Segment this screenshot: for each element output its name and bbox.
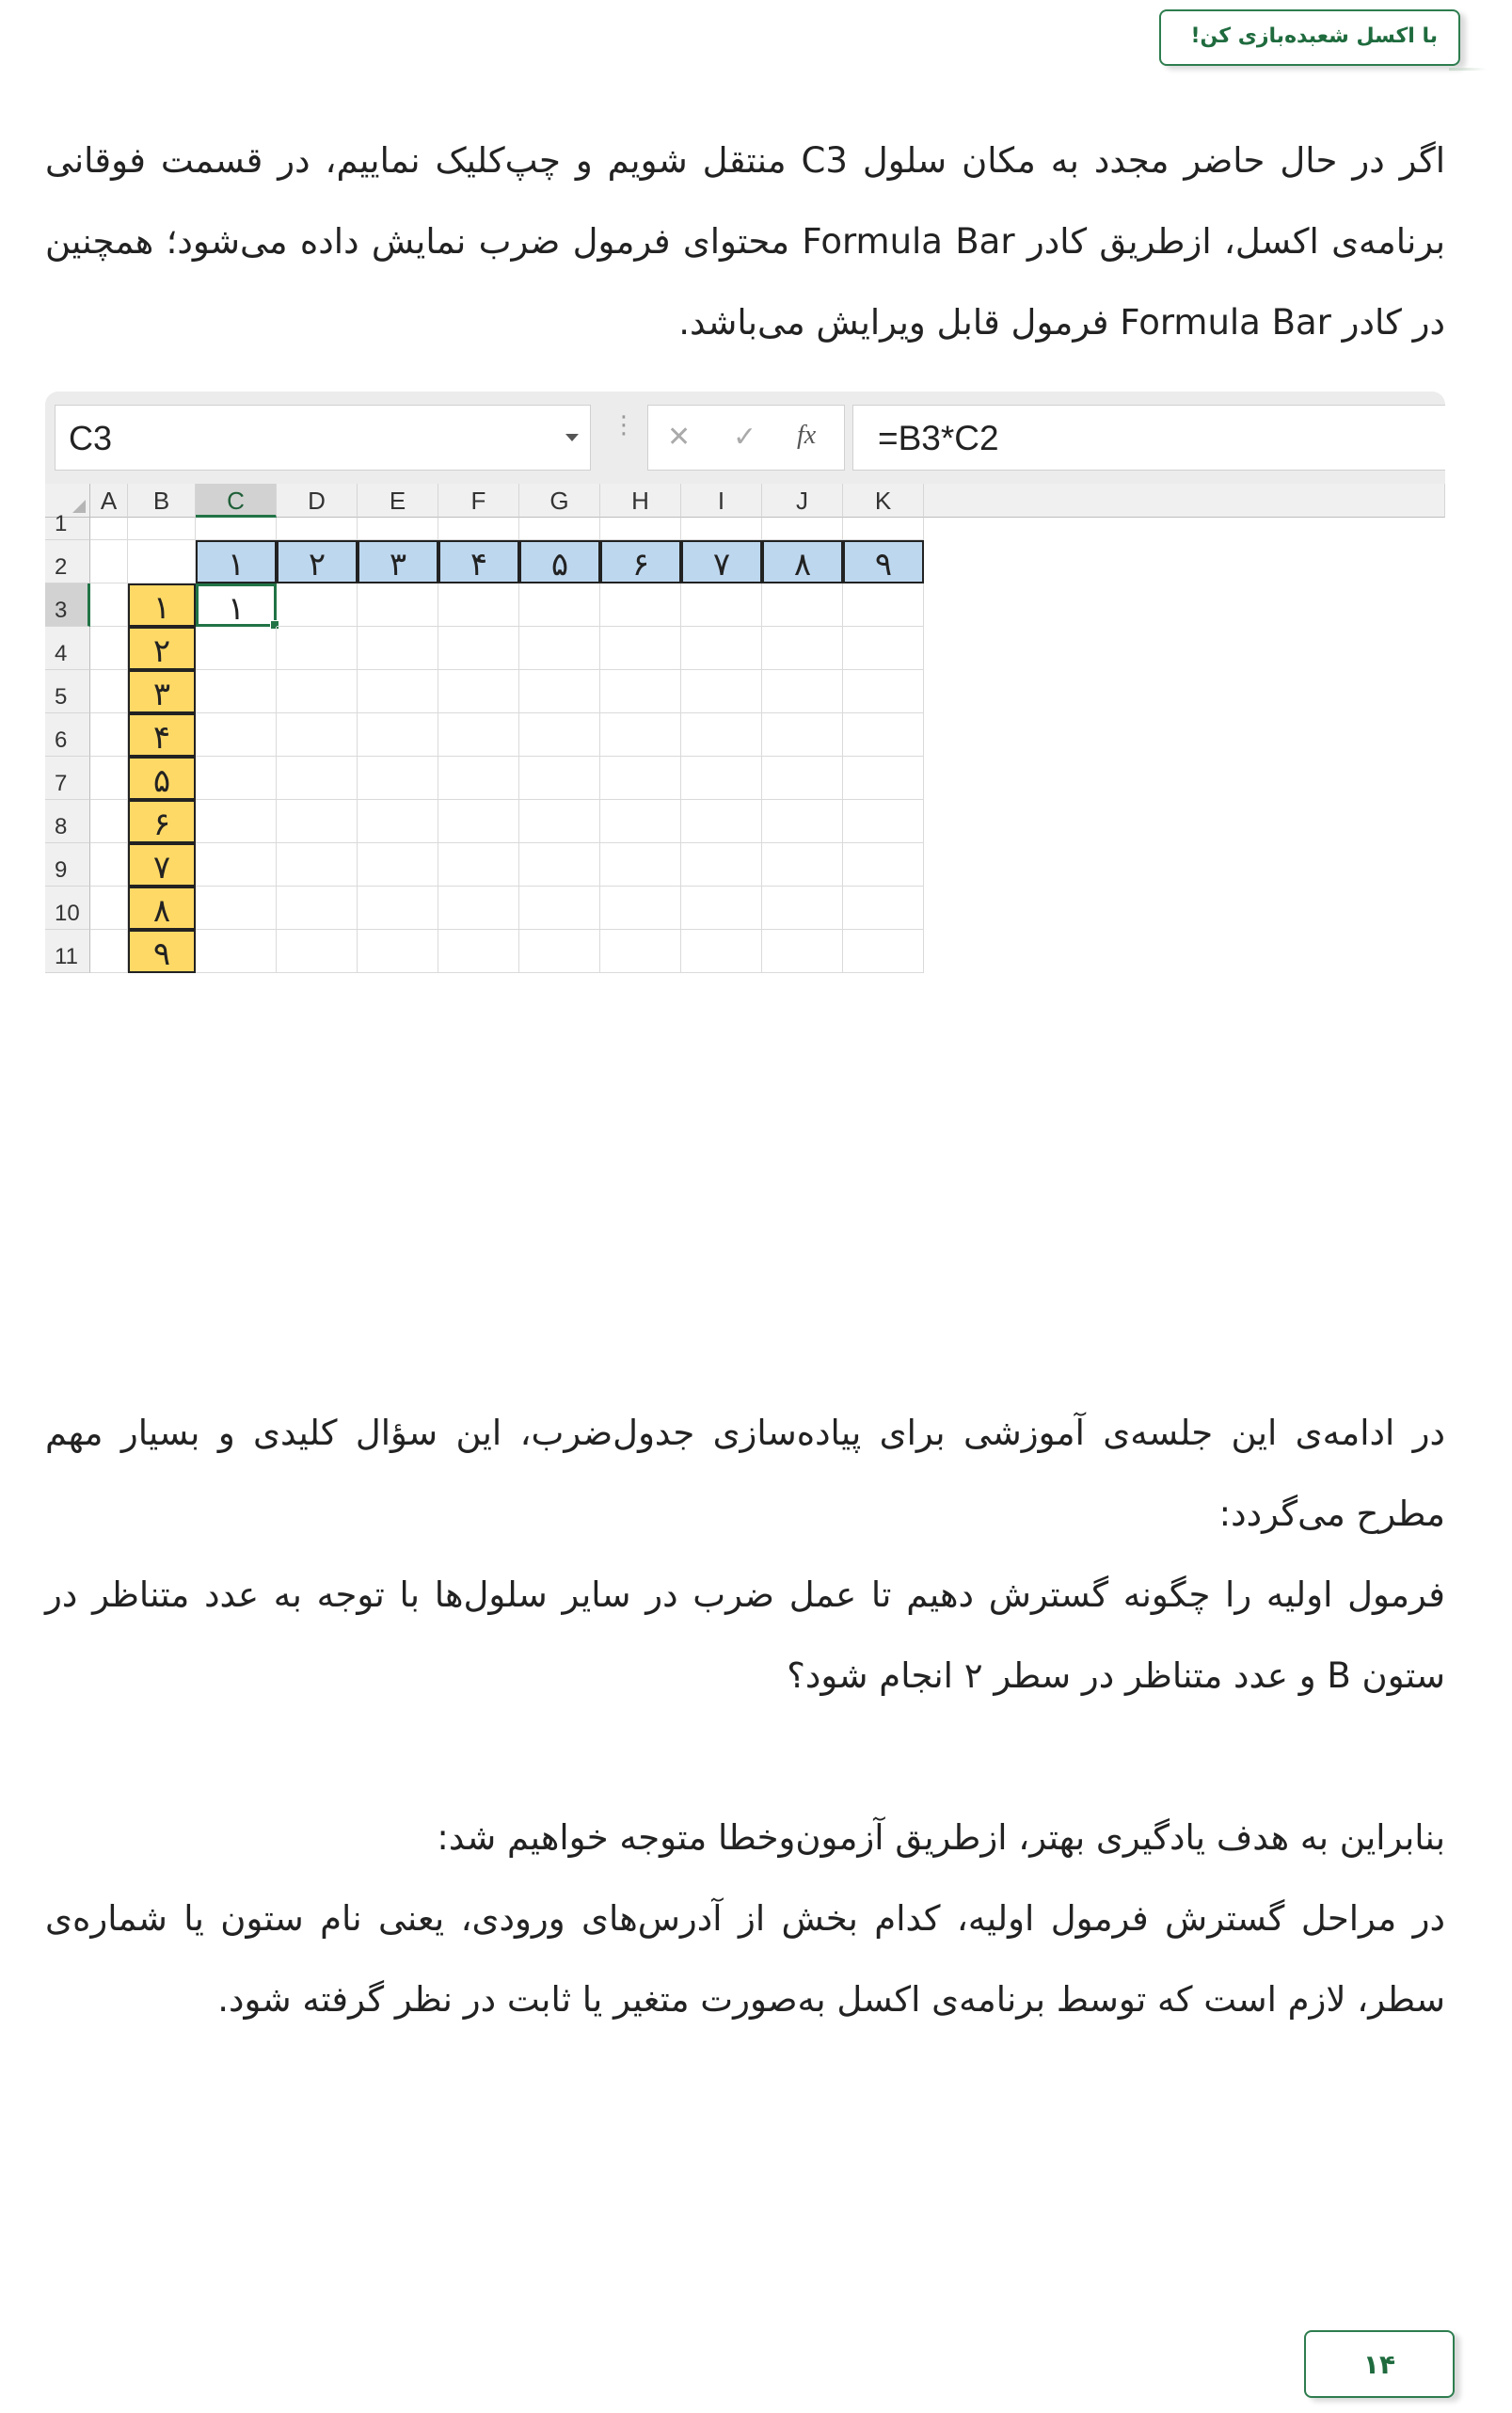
- cell-value: ۱: [227, 590, 246, 628]
- cell-b1[interactable]: [128, 518, 196, 540]
- cell-g5[interactable]: [519, 670, 600, 713]
- cell-h7[interactable]: [600, 757, 681, 800]
- cell-k6[interactable]: [843, 713, 924, 757]
- cell-a1[interactable]: [90, 518, 128, 540]
- cell-c4[interactable]: [196, 627, 277, 670]
- cell-g10[interactable]: [519, 887, 600, 930]
- cell-value: ۶: [631, 546, 650, 583]
- cell-g6[interactable]: [519, 713, 600, 757]
- cell-j10[interactable]: [762, 887, 843, 930]
- row-header-11[interactable]: [45, 930, 90, 973]
- cell-j4[interactable]: [762, 627, 843, 670]
- column-header-f[interactable]: F: [438, 484, 519, 518]
- chevron-down-icon[interactable]: [565, 434, 579, 441]
- column-header-a[interactable]: A: [90, 484, 128, 518]
- cell-f1[interactable]: [438, 518, 519, 540]
- cell-k8[interactable]: [843, 800, 924, 843]
- cell-k10[interactable]: [843, 887, 924, 930]
- cell-value: ۵: [550, 546, 569, 583]
- cell-f4[interactable]: [438, 627, 519, 670]
- row-header-4[interactable]: [45, 627, 90, 670]
- cell-d1[interactable]: [277, 518, 358, 540]
- cell-e6[interactable]: [358, 713, 438, 757]
- cell-k5[interactable]: [843, 670, 924, 713]
- cell-h2[interactable]: [600, 540, 681, 583]
- cell-h11[interactable]: [600, 930, 681, 973]
- cell-a9[interactable]: [90, 843, 128, 887]
- cell-j1[interactable]: [762, 518, 843, 540]
- cell-value: ۶: [152, 806, 171, 843]
- cell-j11[interactable]: [762, 930, 843, 973]
- row-number: 2: [55, 554, 68, 580]
- cell-c10[interactable]: [196, 887, 277, 930]
- cell-f5[interactable]: [438, 670, 519, 713]
- insert-function-icon[interactable]: fx: [797, 421, 817, 450]
- formula-bar-area: [45, 392, 1445, 484]
- row-header-6[interactable]: [45, 713, 90, 757]
- cell-d8[interactable]: [277, 800, 358, 843]
- cell-k9[interactable]: [843, 843, 924, 887]
- cell-value: ۴: [152, 719, 171, 757]
- cell-j2[interactable]: [762, 540, 843, 583]
- row-header-3[interactable]: [45, 583, 90, 627]
- cell-a2[interactable]: [90, 540, 128, 583]
- page-number: ۱۴: [1362, 2349, 1396, 2380]
- cell-value: ۱: [152, 589, 171, 627]
- cell-e7[interactable]: [358, 757, 438, 800]
- formula-input[interactable]: [852, 405, 1445, 471]
- cell-k2[interactable]: [843, 540, 924, 583]
- question-intro-text: در ادامه‌ی این جلسه‌ی آموزشی برای پیاده‌سازی جدول‌ضرب، این سؤال کلیدی و بسیار مهم مطرح می‌گردد:: [45, 1413, 1445, 1534]
- cell-g3[interactable]: [519, 583, 600, 627]
- cell-i3[interactable]: [681, 583, 762, 627]
- cell-b3[interactable]: [128, 583, 196, 627]
- formula-buttons: [647, 405, 845, 471]
- row-number: 4: [55, 641, 68, 666]
- cell-j9[interactable]: [762, 843, 843, 887]
- resize-handle-icon[interactable]: ⋮: [612, 411, 636, 439]
- cancel-icon[interactable]: ✕: [667, 422, 692, 453]
- cell-e2[interactable]: [358, 540, 438, 583]
- cell-f2[interactable]: [438, 540, 519, 583]
- cell-e5[interactable]: [358, 670, 438, 713]
- cell-f11[interactable]: [438, 930, 519, 973]
- cell-b5[interactable]: [128, 670, 196, 713]
- cell-value: ۳: [389, 546, 407, 583]
- cell-a3[interactable]: [90, 583, 128, 627]
- cell-value: ۷: [152, 849, 171, 887]
- row-number: 6: [55, 727, 68, 753]
- cell-h5[interactable]: [600, 670, 681, 713]
- row-header-9[interactable]: [45, 843, 90, 887]
- row-number: 5: [55, 684, 68, 710]
- cell-d3[interactable]: [277, 583, 358, 627]
- chapter-header-tab: [1159, 9, 1460, 66]
- column-header-b[interactable]: B: [128, 484, 196, 518]
- cell-a6[interactable]: [90, 713, 128, 757]
- cell-a10[interactable]: [90, 887, 128, 930]
- cell-j7[interactable]: [762, 757, 843, 800]
- cell-e1[interactable]: [358, 518, 438, 540]
- cell-d2[interactable]: [277, 540, 358, 583]
- row-header-8[interactable]: [45, 800, 90, 843]
- cell-i11[interactable]: [681, 930, 762, 973]
- cell-h9[interactable]: [600, 843, 681, 887]
- cell-f9[interactable]: [438, 843, 519, 887]
- cell-e10[interactable]: [358, 887, 438, 930]
- column-header-i[interactable]: I: [681, 484, 762, 518]
- cell-i5[interactable]: [681, 670, 762, 713]
- cell-value: ۴: [470, 546, 488, 583]
- cell-d10[interactable]: [277, 887, 358, 930]
- cell-c2[interactable]: [196, 540, 277, 583]
- row-number: 8: [55, 814, 68, 839]
- cell-value: ۸: [793, 546, 812, 583]
- spreadsheet-grid: [45, 484, 1445, 1257]
- cell-i6[interactable]: [681, 713, 762, 757]
- cell-b2[interactable]: [128, 540, 196, 583]
- cell-value: ۱: [227, 546, 246, 583]
- cell-j8[interactable]: [762, 800, 843, 843]
- cell-b8[interactable]: [128, 800, 196, 843]
- name-box-value: C3: [69, 419, 113, 457]
- cell-k11[interactable]: [843, 930, 924, 973]
- column-header-j[interactable]: J: [762, 484, 843, 518]
- row-number: 9: [55, 857, 68, 883]
- cell-b7[interactable]: [128, 757, 196, 800]
- excel-screenshot: [45, 392, 1445, 1257]
- cell-c1[interactable]: [196, 518, 277, 540]
- column-header-c[interactable]: C: [196, 484, 277, 518]
- cell-e3[interactable]: [358, 583, 438, 627]
- cell-f8[interactable]: [438, 800, 519, 843]
- cell-b9[interactable]: [128, 843, 196, 887]
- cell-g4[interactable]: [519, 627, 600, 670]
- cell-i4[interactable]: [681, 627, 762, 670]
- cell-c5[interactable]: [196, 670, 277, 713]
- cell-a11[interactable]: [90, 930, 128, 973]
- cell-g9[interactable]: [519, 843, 600, 887]
- cell-b11[interactable]: [128, 930, 196, 973]
- cell-j6[interactable]: [762, 713, 843, 757]
- column-header-g[interactable]: G: [519, 484, 600, 518]
- checkmark-icon[interactable]: ✓: [733, 422, 757, 453]
- cell-g11[interactable]: [519, 930, 600, 973]
- cell-b4[interactable]: [128, 627, 196, 670]
- cell-value: ۵: [152, 762, 171, 800]
- cell-f6[interactable]: [438, 713, 519, 757]
- cell-f7[interactable]: [438, 757, 519, 800]
- row-number: 1: [55, 511, 68, 536]
- question-text: فرمول اولیه را چگونه گسترش دهیم تا عمل ضرب در سایر سلول‌ها با توجه به عدد متناظر در ستون B و عدد متناظر در سطر ۲ انجام شود؟: [45, 1574, 1445, 1696]
- cell-k3[interactable]: [843, 583, 924, 627]
- cell-c11[interactable]: [196, 930, 277, 973]
- column-header-h[interactable]: H: [600, 484, 681, 518]
- cell-value: ۹: [874, 546, 893, 583]
- cell-a7[interactable]: [90, 757, 128, 800]
- cell-b10[interactable]: [128, 887, 196, 930]
- intro-paragraph-text: اگر در حال حاضر مجدد به مکان سلول C3 منتقل شویم و چپ‌کلیک نماییم، در قسمت فوقانی برنامه‌ی اکسل، ازطریق کادر Formula Bar محتوای فرمول ضرب نمایش داده می‌شود؛ همچنین در کادر Formula Bar فرمول قابل ویرایش می‌باشد.: [45, 140, 1445, 343]
- cell-k4[interactable]: [843, 627, 924, 670]
- cell-c7[interactable]: [196, 757, 277, 800]
- cell-b6[interactable]: [128, 713, 196, 757]
- cell-h3[interactable]: [600, 583, 681, 627]
- cell-e8[interactable]: [358, 800, 438, 843]
- cell-j5[interactable]: [762, 670, 843, 713]
- row-number: 7: [55, 771, 68, 796]
- cell-a8[interactable]: [90, 800, 128, 843]
- cell-i9[interactable]: [681, 843, 762, 887]
- row-header-2[interactable]: [45, 540, 90, 583]
- cell-c3[interactable]: [196, 583, 277, 627]
- column-header-k[interactable]: K: [843, 484, 924, 518]
- cell-d5[interactable]: [277, 670, 358, 713]
- cell-h8[interactable]: [600, 800, 681, 843]
- cell-value: ۲: [152, 632, 171, 670]
- cell-k1[interactable]: [843, 518, 924, 540]
- row-header-7[interactable]: [45, 757, 90, 800]
- cell-h4[interactable]: [600, 627, 681, 670]
- cell-i1[interactable]: [681, 518, 762, 540]
- cell-h6[interactable]: [600, 713, 681, 757]
- cell-d7[interactable]: [277, 757, 358, 800]
- cell-a4[interactable]: [90, 627, 128, 670]
- column-header-overflow: [924, 484, 1445, 518]
- question-paragraph: [45, 1393, 1445, 1717]
- cell-g2[interactable]: [519, 540, 600, 583]
- cell-i8[interactable]: [681, 800, 762, 843]
- cell-d11[interactable]: [277, 930, 358, 973]
- cell-g1[interactable]: [519, 518, 600, 540]
- cell-value: ۳: [152, 676, 171, 713]
- cell-i10[interactable]: [681, 887, 762, 930]
- cell-c9[interactable]: [196, 843, 277, 887]
- page-number-tab: [1304, 2330, 1455, 2398]
- row-number: 11: [55, 944, 78, 969]
- cell-value: ۷: [712, 546, 731, 583]
- row-number: 3: [55, 598, 68, 623]
- select-all-button[interactable]: [45, 484, 90, 518]
- cell-e4[interactable]: [358, 627, 438, 670]
- cell-h10[interactable]: [600, 887, 681, 930]
- column-header-d[interactable]: D: [277, 484, 358, 518]
- row-header-10[interactable]: [45, 887, 90, 930]
- cell-f3[interactable]: [438, 583, 519, 627]
- cell-e11[interactable]: [358, 930, 438, 973]
- cell-d4[interactable]: [277, 627, 358, 670]
- conclusion-intro-text: بنابراین به هدف یادگیری بهتر، ازطریق آزمون‌وخطا متوجه خواهیم شد:: [437, 1817, 1445, 1858]
- cell-i7[interactable]: [681, 757, 762, 800]
- cell-value: ۸: [152, 892, 171, 930]
- name-box[interactable]: [55, 405, 591, 471]
- header-divider: [1449, 68, 1487, 71]
- cell-c6[interactable]: [196, 713, 277, 757]
- cell-j3[interactable]: [762, 583, 843, 627]
- intro-paragraph: [45, 120, 1445, 363]
- row-header-5[interactable]: [45, 670, 90, 713]
- select-all-triangle-icon: [72, 500, 86, 513]
- cell-g8[interactable]: [519, 800, 600, 843]
- cell-h1[interactable]: [600, 518, 681, 540]
- cell-value: ۲: [308, 546, 326, 583]
- cell-e9[interactable]: [358, 843, 438, 887]
- chapter-title: با اکسل شعبده‌بازی کن!: [1190, 24, 1438, 48]
- cell-k7[interactable]: [843, 757, 924, 800]
- cell-f10[interactable]: [438, 887, 519, 930]
- cell-i2[interactable]: [681, 540, 762, 583]
- cell-g7[interactable]: [519, 757, 600, 800]
- cell-d6[interactable]: [277, 713, 358, 757]
- conclusion-paragraph: [45, 1798, 1445, 2040]
- row-number: 10: [55, 901, 80, 926]
- cell-a5[interactable]: [90, 670, 128, 713]
- conclusion-text: در مراحل گسترش فرمول اولیه، کدام بخش از آدرس‌های ورودی، یعنی نام ستون یا شماره‌ی سطر، لازم است که توسط برنامه‌ی اکسل به‌صورت متغیر یا ثابت در نظر گرفته شود.: [45, 1898, 1445, 2020]
- cell-value: ۹: [152, 935, 171, 973]
- cell-d9[interactable]: [277, 843, 358, 887]
- row-header-1[interactable]: [45, 511, 90, 540]
- column-header-e[interactable]: E: [358, 484, 438, 518]
- formula-text: =B3*C2: [878, 419, 999, 457]
- cell-c8[interactable]: [196, 800, 277, 843]
